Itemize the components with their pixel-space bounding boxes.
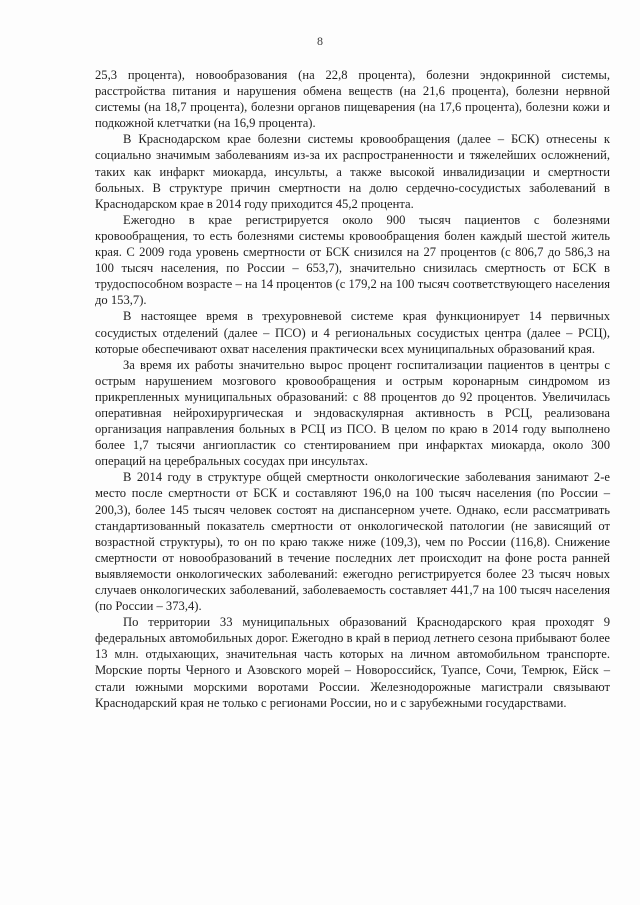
document-body [95, 67, 610, 711]
paragraph-1: 25,3 процента), новообразования (на 22,8 процента), болезни эндокринной системы, расстройства питания и нарушения обмена веществ (на 21,6 процента), болезни нервной системы (на 18,7 процента), болезни органов пищеварения (на 17,6 процента), болезни кожи и подкожной клетчатки (на 16,9 процента). [95, 68, 610, 131]
paragraph-4: В настоящее время в трехуровневой системе края функционирует 14 первичных сосудистых отделений (далее – ПСО) и 4 региональных сосудистых центра (далее – РСЦ), которые обеспечивают охват населения практически всех муниципальных образований края. [95, 309, 610, 356]
paragraph-3: Ежегодно в крае регистрируется около 900 тысяч пациентов с болезнями кровообращения, то есть болезнями системы кровообращения болен каждый шестой житель края. С 2009 года уровень смертности от БСК снизился на 27 процентов (с 806,7 до 586,3 на 100 тысяч населения, по России – 653,7), значительно снизилась смертность от БСК в трудоспособном возрасте – на 14 процентов (с 179,2 на 100 тысяч соответствующего населения до 153,7). [95, 212, 610, 308]
paragraph-7: По территории 33 муниципальных образований Краснодарского края проходят 9 федеральных автомобильных дорог. Ежегодно в край в период летнего сезона прибывают более 13 млн. отдыхающих, значительная часть которых на личном автомобильном транспорте. Морские порты Черного и Азовского морей – Новороссийск, Туапсе, Сочи, Темрюк, Ейск – стали южными морскими воротами России. Железнодорожные магистрали связывают Краснодарский края не только с регионами России, но и с зарубежными государствами. [95, 615, 610, 710]
paragraph-2: В Краснодарском крае болезни системы кровообращения (далее – БСК) отнесены к социально значимым заболеваниям из-за их распространенности и тяжелейших осложнений, таких как инфаркт миокарда, инсульты, а также высокой инвалидизации и смертности больных. В структуре причин смертности на долю сердечно-сосудистых заболеваний в Краснодарском крае в 2014 году приходится 45,2 процента. [95, 132, 610, 211]
paragraph-6: В 2014 году в структуре общей смертности онкологические заболевания занимают 2-е место после смертности от БСК и составляют 196,0 на 100 тысяч населения (по России – 200,3), более 145 тысяч человек состоят на диспансерном учете. Однако, если рассматривать стандартизованный показатель смертности от онкологической патологии (не зависящий от возрастной структуры), то он по краю также ниже (109,3), чем по России (116,8). Снижение смертности от новообразований в течение последних лет происходит на фоне роста ранней выявляемости онкологических заболеваний: ежегодно регистрируется более 23 тысяч новых случаев онкологических заболеваний, заболеваемость составляет 441,7 на 100 тысяч населения (по России – 373,4). [95, 470, 610, 614]
page-number: 8 [317, 34, 323, 48]
paragraph-5: За время их работы значительно вырос процент госпитализации пациентов в центры с острым нарушением мозгового кровообращения и острым коронарным синдромом из прикрепленных муниципальных образований: с 88 процентов до 92 процентов. Увеличилась оперативная нейрохирургическая и эндоваскулярная активность в РСЦ, реализована организация направления больных в РСЦ из ПСО. В целом по краю в 2014 году выполнено более 1,7 тысячи ангиопластик со стентированием при инфарктах миокарда, около 300 операций на церебральных сосудах при инсультах. [95, 357, 610, 469]
